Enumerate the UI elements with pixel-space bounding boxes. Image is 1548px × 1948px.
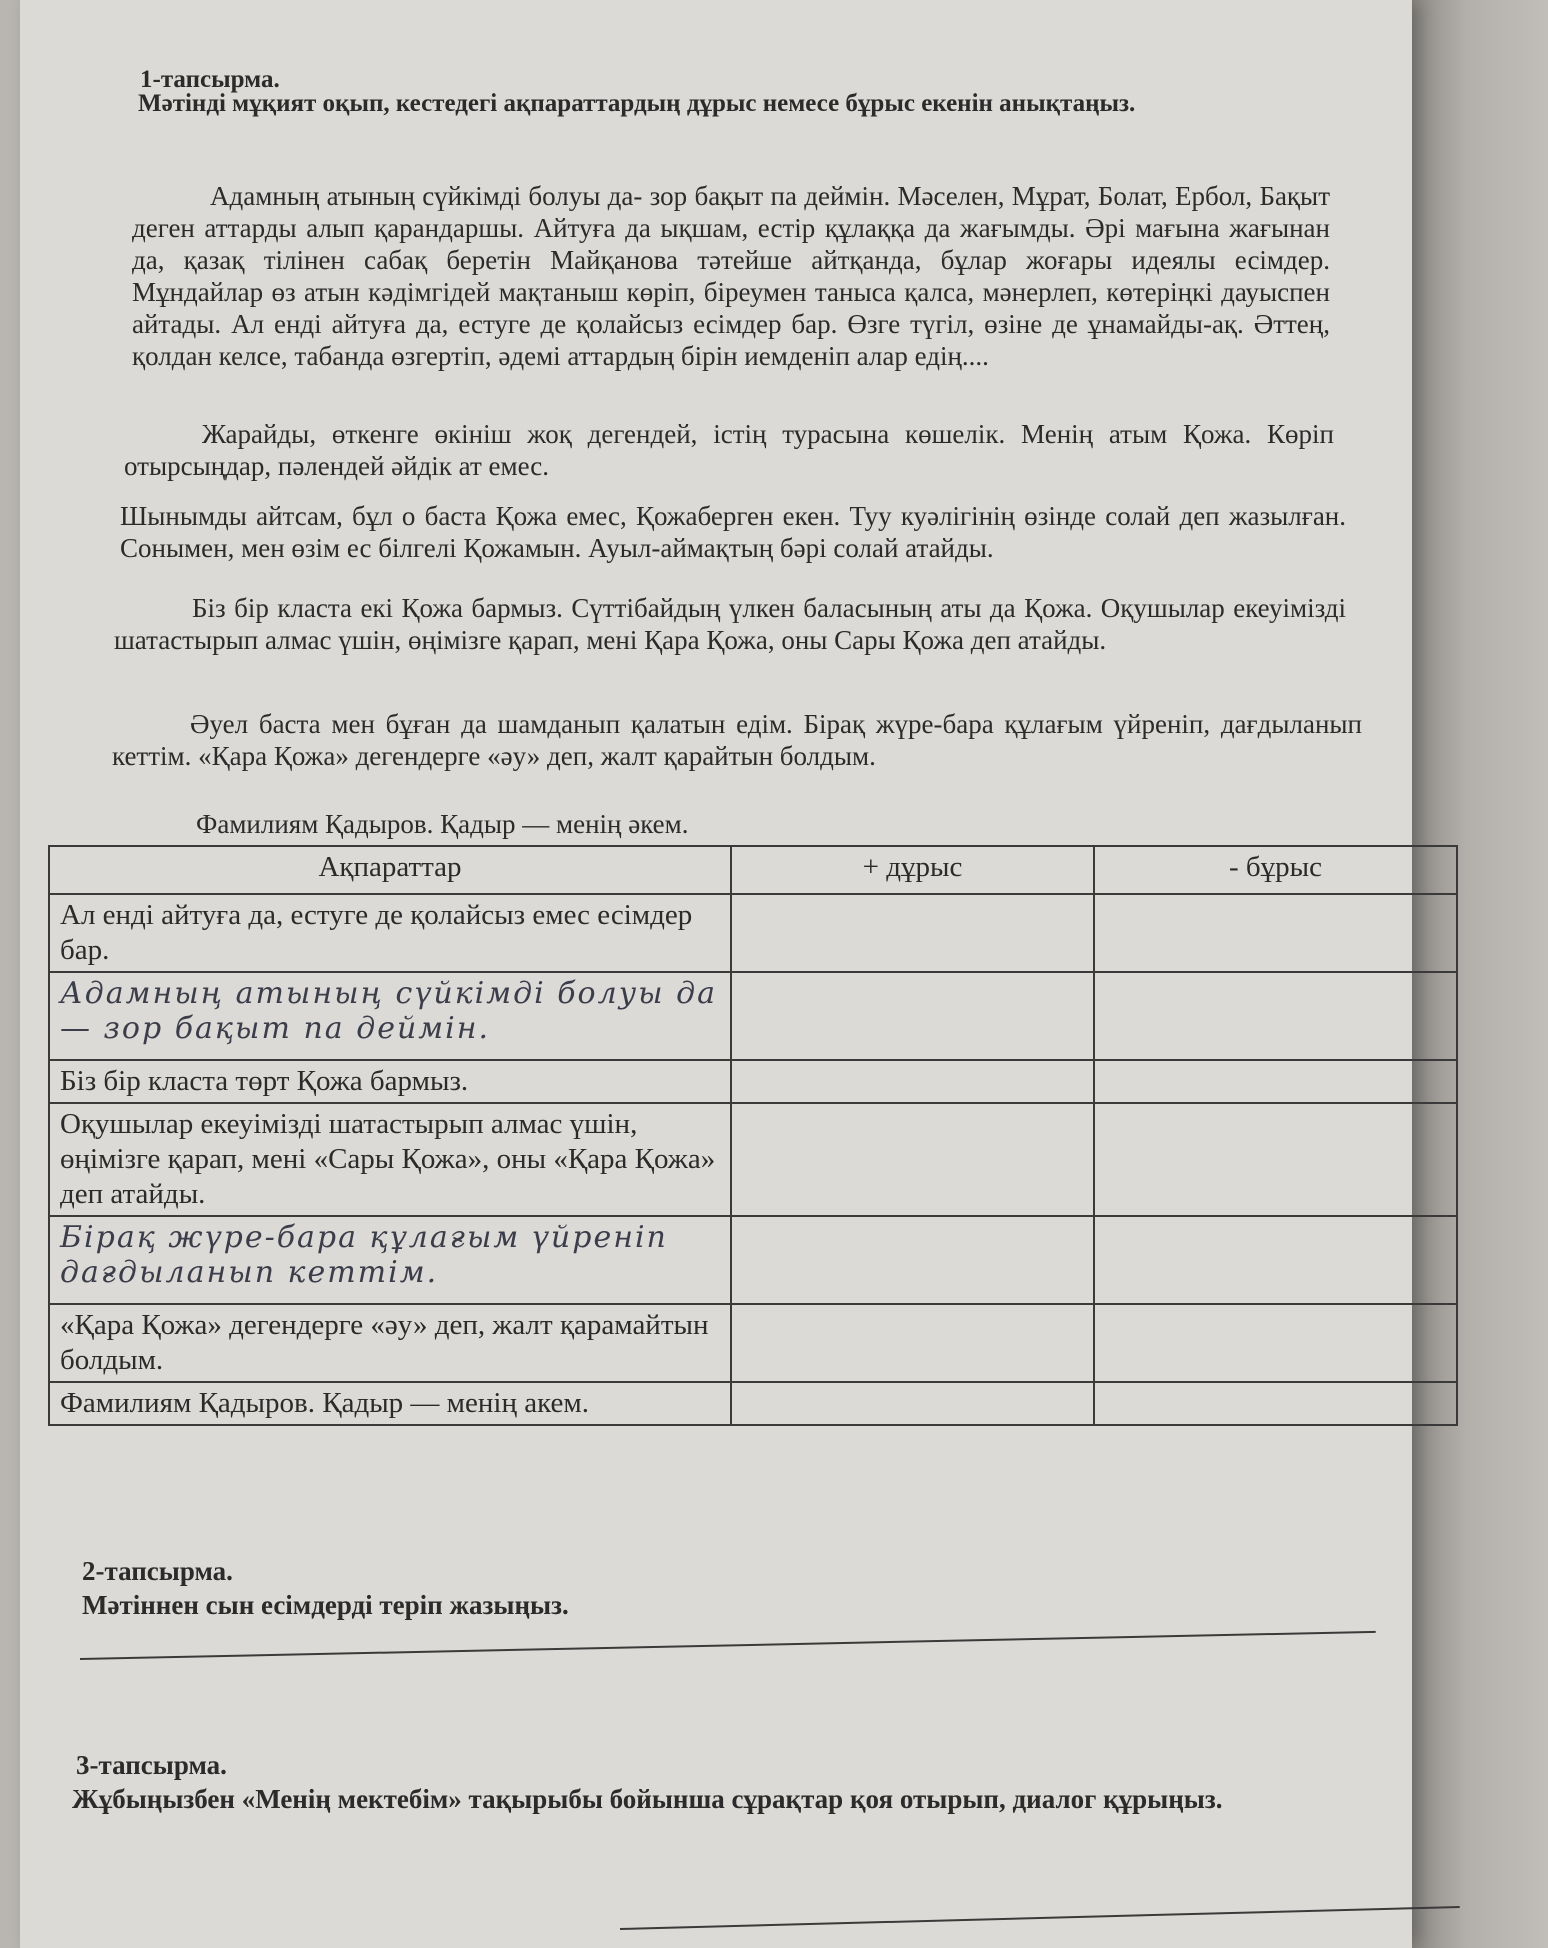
text-paragraph-2: Жарайды, өткенге өкініш жоқ дегендей, істің турасына көшелік. Менің атым Қожа. Көріп отырсыңдар, пәлендей әйдік ат емес.	[124, 419, 1334, 481]
true-false-table	[48, 845, 1458, 1426]
table-row	[49, 1382, 1457, 1425]
table-row	[49, 894, 1457, 972]
table-header-row	[49, 846, 1457, 894]
statement-cell: Ал енді айтуға да, естуге де қолайсыз емес есімдер бар.	[49, 894, 731, 972]
false-mark-cell[interactable]	[1094, 1060, 1457, 1103]
true-mark-cell[interactable]	[731, 1304, 1094, 1382]
task2-instruction: Мәтіннен сын есімдерді теріп жазыңыз.	[82, 1590, 569, 1620]
header-true: + дұрыс	[731, 846, 1094, 894]
false-mark-cell[interactable]	[1094, 1216, 1457, 1304]
true-mark-cell[interactable]	[731, 1060, 1094, 1103]
text-paragraph-3: Шынымды айтсам, бұл о баста Қожа емес, Қожаберген екен. Туу куәлігінің өзінде солай деп жазылған. Сонымен, мен өзім ес білгелі Қожамын. Ауыл-аймақтың бәрі солай атайды.	[120, 501, 1346, 563]
task1-number: 1-тапсырма.	[140, 66, 280, 93]
true-mark-cell[interactable]	[731, 1103, 1094, 1216]
table-row	[49, 1060, 1457, 1103]
true-mark-cell[interactable]	[731, 1382, 1094, 1425]
table-row	[49, 1304, 1457, 1382]
true-mark-cell[interactable]	[731, 894, 1094, 972]
true-mark-cell[interactable]	[731, 1216, 1094, 1304]
text-paragraph-1: Адамның атының сүйкімді болуы да- зор бақыт па деймін. Мәселен, Мұрат, Болат, Ербол, Бақыт деген аттарды алып қарандаршы. Айтуға да ықшам, естір құлаққа да жағымды. Әрі мағына жағынан да, қазақ тілінен сабақ беретін Майқанова тәтейше айтқанда, бұлар жоғары идеялы есімдер. Мұндайлар өз атын кәдімгідей мақтаныш көріп, біреумен таныса қалса, мәнерлеп, көтеріңкі дауыспен айтады. Ал енді айтуға да, естуге де қолайсыз есімдер бар. Өзге түгіл, өзіне де ұнамайды-ақ. Әттең, қолдан келсе, табанда өзгертіп, әдемі аттардың бірін иемденіп алар едің....	[132, 181, 1330, 371]
task2-number: 2-тапсырма.	[82, 1556, 233, 1586]
statement-cell: «Қара Қожа» дегендерге «әу» деп, жалт қарамайтын болдым.	[49, 1304, 731, 1382]
statement-cell: Оқушылар екеуімізді шатастырып алмас үшін, өңімізге қарап, мені «Сары Қожа», оны «Қара Қожа» деп атайды.	[49, 1103, 731, 1216]
statement-cell: Біз бір класта төрт Қожа бармыз.	[49, 1060, 731, 1103]
table-row	[49, 1103, 1457, 1216]
header-false: - бұрыс	[1094, 846, 1457, 894]
text-paragraph-4: Біз бір класта екі Қожа бармыз. Сүттібайдың үлкен баласының аты да Қожа. Оқушылар екеуімізді шатастырып алмас үшін, өңімізге қарап, мені Қара Қожа, оны Сары Қожа деп атайды.	[114, 593, 1346, 655]
text-paragraph-5: Әуел баста мен бұған да шамданып қалатын едім. Бірақ жүре-бара құлағым үйреніп, дағдыланып кеттім. «Қара Қожа» дегендерге «әу» деп, жалт қарайтын болдым.	[112, 709, 1362, 771]
handwritten-statement-cell: Бірақ жүре-бара құлағым үйреніп дағдыланып кеттім.	[49, 1216, 731, 1304]
false-mark-cell[interactable]	[1094, 972, 1457, 1060]
true-mark-cell[interactable]	[731, 972, 1094, 1060]
handwritten-statement-cell: Адамның атының сүйкімді болуы да — зор бақыт па деймін.	[49, 972, 731, 1060]
false-mark-cell[interactable]	[1094, 1304, 1457, 1382]
task3-number: 3-тапсырма.	[76, 1750, 227, 1780]
table-row	[49, 1216, 1457, 1304]
false-mark-cell[interactable]	[1094, 894, 1457, 972]
false-mark-cell[interactable]	[1094, 1382, 1457, 1425]
task3-instruction: Жұбыңызбен «Менің мектебім» тақырыбы бойынша сұрақтар қоя отырып, диалог құрыңыз.	[72, 1784, 1223, 1814]
text-paragraph-6: Фамилиям Қадыров. Қадыр — менің әкем.	[196, 809, 689, 839]
false-mark-cell[interactable]	[1094, 1103, 1457, 1216]
table-row	[49, 972, 1457, 1060]
header-info: Ақпараттар	[49, 846, 731, 894]
task1-instruction: Мәтінді мұқият оқып, кестедегі ақпараттардың дұрыс немесе бұрыс екенін анықтаңыз.	[138, 90, 1136, 117]
statement-cell: Фамилиям Қадыров. Қадыр — менің акем.	[49, 1382, 731, 1425]
